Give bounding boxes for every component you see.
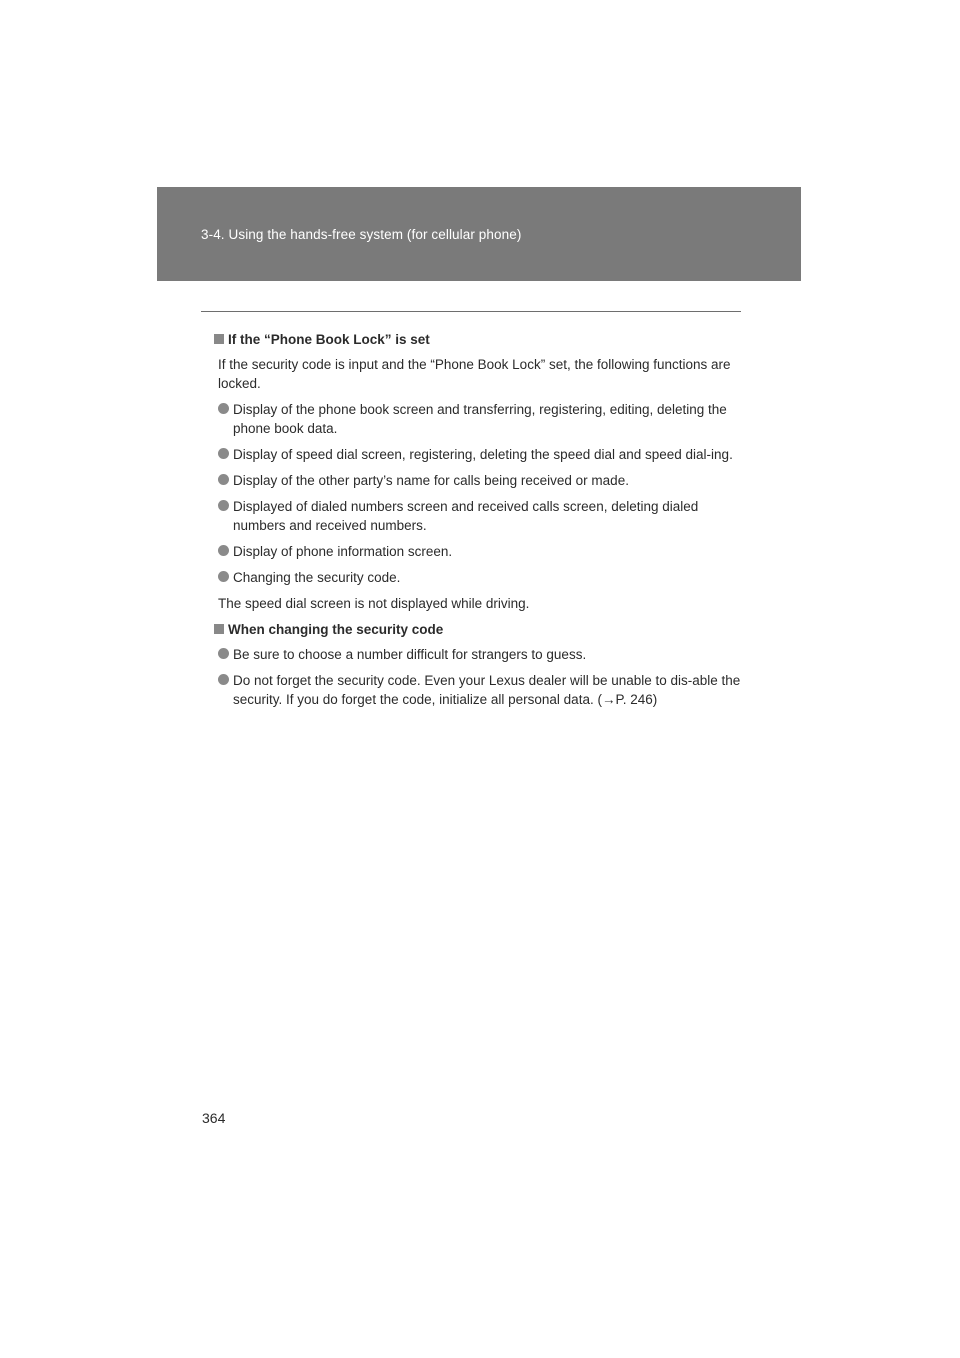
note-paragraph: The speed dial screen is not displayed while driving. bbox=[218, 596, 530, 611]
heading-text: If the “Phone Book Lock” is set bbox=[228, 332, 430, 347]
page-number: 364 bbox=[202, 1110, 226, 1126]
square-bullet-icon bbox=[214, 334, 224, 344]
list-item-text: Display of phone information screen. bbox=[233, 544, 453, 559]
list-item bbox=[218, 645, 748, 664]
circle-bullet-icon bbox=[218, 474, 229, 485]
circle-bullet-icon bbox=[218, 545, 229, 556]
list-item bbox=[218, 471, 748, 490]
circle-bullet-icon bbox=[218, 500, 229, 511]
square-bullet-icon bbox=[214, 624, 224, 634]
list-item-text: Display of the phone book screen and transferring, registering, editing, deleting the phone book data. bbox=[233, 402, 727, 436]
list-item bbox=[218, 400, 748, 438]
list-item bbox=[218, 568, 748, 587]
list-item bbox=[218, 497, 748, 535]
circle-bullet-icon bbox=[218, 403, 229, 414]
section-header-band bbox=[157, 187, 801, 281]
circle-bullet-icon bbox=[218, 648, 229, 659]
heading-text: When changing the security code bbox=[228, 622, 444, 637]
page-content bbox=[218, 330, 748, 716]
list-item bbox=[218, 671, 748, 709]
circle-bullet-icon bbox=[218, 571, 229, 582]
section-heading-security-code bbox=[214, 620, 748, 639]
intro-paragraph: If the security code is input and the “Phone Book Lock” set, the following functions are locked. bbox=[218, 357, 731, 391]
list-item-text: Displayed of dialed numbers screen and received calls screen, deleting dialed numbers and received numbers. bbox=[233, 499, 699, 533]
header-divider bbox=[201, 311, 741, 312]
list-item-text: Be sure to choose a number difficult for strangers to guess. bbox=[233, 647, 587, 662]
section-title: 3-4. Using the hands-free system (for cellular phone) bbox=[201, 227, 522, 242]
list-item bbox=[218, 445, 748, 464]
circle-bullet-icon bbox=[218, 674, 229, 685]
list-item-text: Display of speed dial screen, registering, deleting the speed dial and speed dial-ing. bbox=[233, 447, 733, 462]
list-item-text: Changing the security code. bbox=[233, 570, 401, 585]
list-item-text: Display of the other party’s name for calls being received or made. bbox=[233, 473, 629, 488]
list-item bbox=[218, 542, 748, 561]
list-item-text: Do not forget the security code. Even your Lexus dealer will be unable to dis-able the security. If you do forget the code, initialize all personal data. (→P. 246) bbox=[233, 673, 741, 707]
circle-bullet-icon bbox=[218, 448, 229, 459]
section-heading-phone-book-lock bbox=[214, 330, 748, 349]
